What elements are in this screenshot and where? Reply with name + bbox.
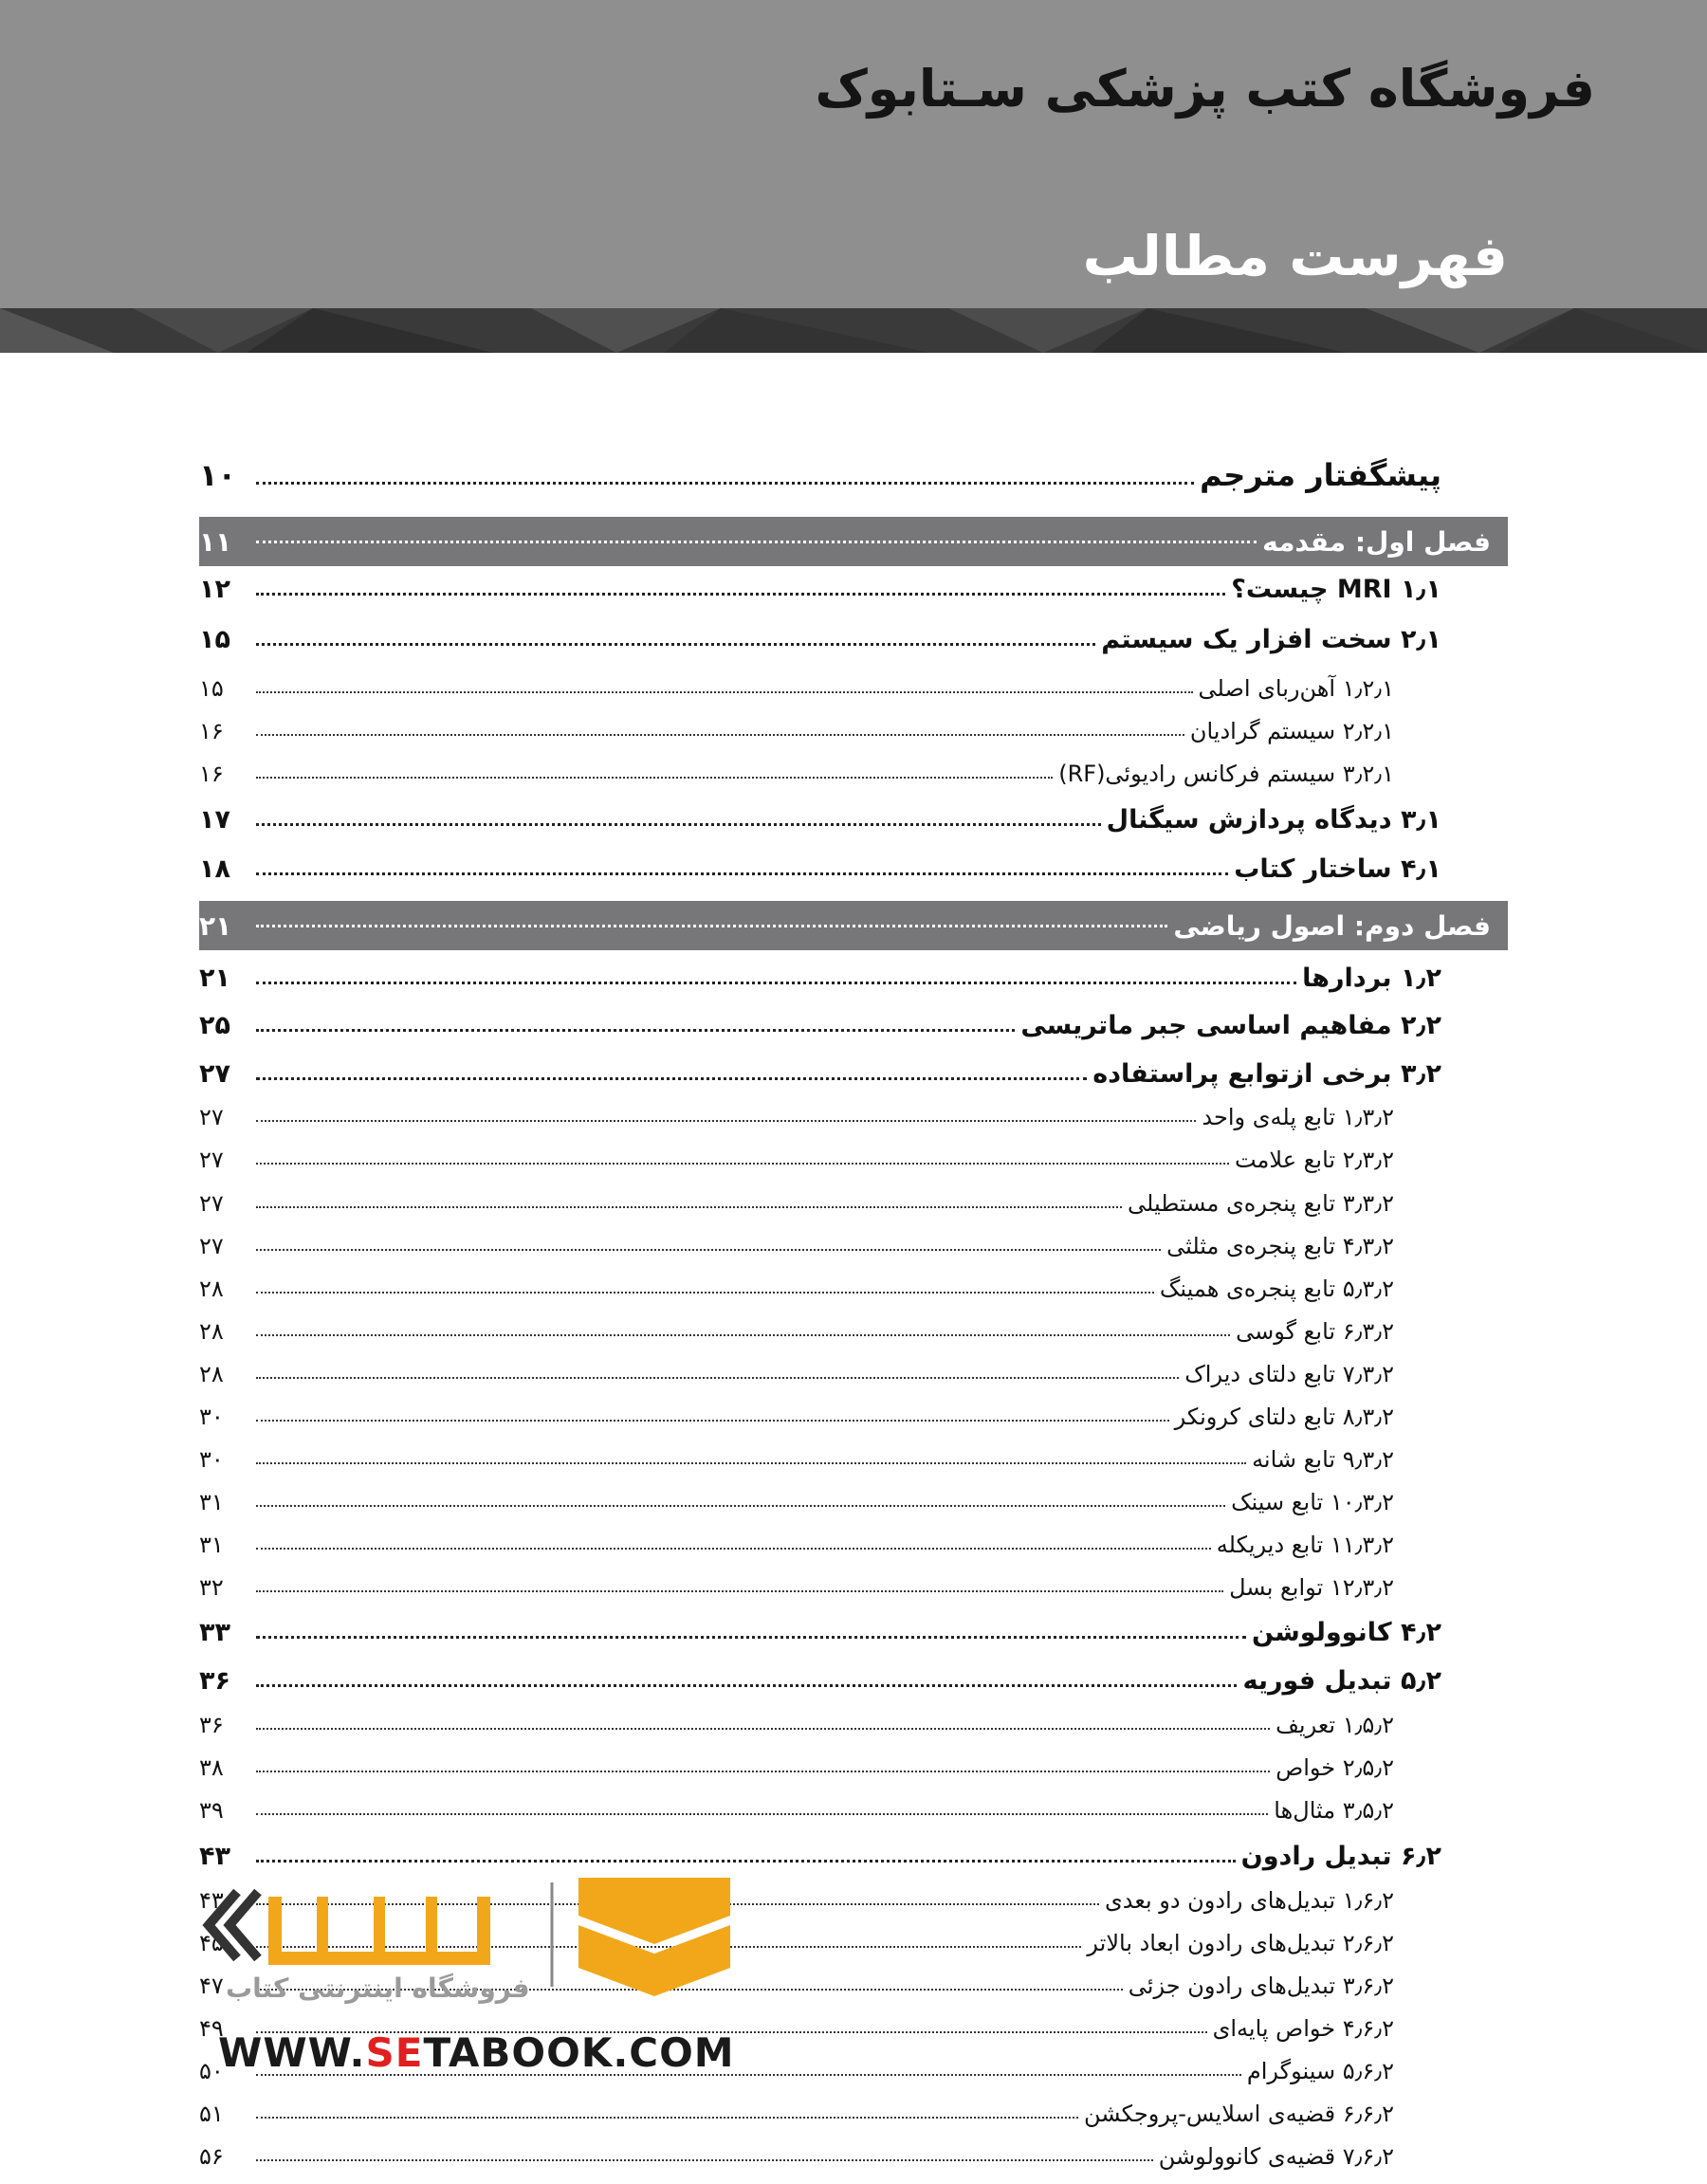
- dot-leader: [256, 924, 1167, 927]
- toc-page-number: ۲۵: [199, 1011, 230, 1040]
- toc-subsection-row[interactable]: [199, 1221, 1508, 1259]
- dot-leader: [256, 1812, 1268, 1815]
- toc-page-number: ۲۷: [199, 1059, 230, 1089]
- toc-page-number: ۱۷: [199, 805, 230, 835]
- dot-leader: [256, 822, 1101, 826]
- dot-leader: [256, 1859, 1236, 1863]
- toc-entry-title: ۲٫۳٫۲ تابع علامت: [1234, 1147, 1394, 1173]
- dot-leader: [256, 1076, 1087, 1080]
- toc-entry-title: ۳٫۱ دیدگاه پردازش سیگنال: [1106, 805, 1441, 835]
- toc-page-number: ۳۱: [199, 1532, 224, 1558]
- toc-subsection-row[interactable]: [199, 2132, 1508, 2170]
- toc-page-number: ۱۱: [199, 525, 232, 558]
- dot-leader: [256, 1589, 1223, 1592]
- toc-section-row[interactable]: [199, 1002, 1508, 1040]
- dot-leader: [256, 1504, 1225, 1507]
- toc-section-row[interactable]: [199, 616, 1508, 654]
- toc-page-number: ۳۰: [199, 1446, 224, 1473]
- dot-leader: [256, 1205, 1122, 1208]
- toc-subsection-row[interactable]: [199, 2089, 1508, 2127]
- dot-leader: [256, 481, 1194, 485]
- toc-page-number: ۳۲: [199, 1574, 224, 1601]
- toc-entry-title: ۸٫۳٫۲ تابع دلتای کرونکر: [1174, 1404, 1394, 1430]
- toc-page-number: ۴۷: [199, 1973, 224, 1999]
- toc-entry-title: ۵٫۶٫۲ سینوگرام: [1246, 2058, 1394, 2084]
- url-prefix: WWW.: [218, 2029, 366, 2076]
- toc-page-number: ۵۱: [199, 2101, 224, 2127]
- toc-section-row[interactable]: [199, 1658, 1508, 1696]
- toc-page-number: ۲۸: [199, 1276, 224, 1302]
- toc-entry-title: ۵٫۲ تبدیل فوریه: [1242, 1666, 1441, 1696]
- toc-page-number: ۳۳: [199, 1618, 230, 1647]
- dot-leader: [256, 1727, 1270, 1730]
- toc-page-number: ۱۰: [199, 457, 237, 493]
- toc-page-number: ۴۹: [199, 2015, 224, 2042]
- dot-leader: [256, 690, 1193, 693]
- toc-entry-title: ۳٫۵٫۲ مثال‌ها: [1274, 1797, 1394, 1824]
- dot-leader: [256, 1461, 1246, 1464]
- toc-subsection-row[interactable]: [199, 1477, 1508, 1515]
- toc-section-row[interactable]: [199, 1609, 1508, 1647]
- toc-entry-title: ۱۲٫۳٫۲ توابع بسل: [1229, 1574, 1394, 1601]
- toc-entry-title: ۷٫۶٫۲ قضیه‌ی کانوولوشن: [1158, 2143, 1394, 2170]
- toc-page-number: ۳۸: [199, 1754, 224, 1781]
- toc-page-number: ۲۸: [199, 1361, 224, 1387]
- dot-leader: [256, 981, 1296, 984]
- toc-entry-title: ۱٫۵٫۲ تعریف: [1276, 1712, 1394, 1738]
- toc-page-number: ۳۱: [199, 1489, 224, 1515]
- toc-page-number: ۱۸: [199, 854, 230, 884]
- toc-entry-title: ۲٫۲٫۱ سیستم گرادیان: [1189, 718, 1394, 744]
- dot-leader: [256, 1291, 1154, 1294]
- toc-section-row[interactable]: [199, 566, 1508, 604]
- toc-section-row[interactable]: [199, 1051, 1508, 1089]
- dot-leader: [256, 1770, 1270, 1772]
- dot-leader: [256, 2158, 1153, 2161]
- toc-page-number: ۲۷: [199, 1233, 224, 1259]
- toc-entry-title: ۲٫۵٫۲ خواص: [1276, 1754, 1394, 1781]
- toc-entry-title: ۱٫۲٫۱ آهن‌ربای اصلی: [1198, 675, 1394, 702]
- toc-subsection-row[interactable]: [199, 1563, 1508, 1601]
- toc-entry-title: ۴٫۶٫۲ خواص پایه‌ای: [1212, 2015, 1394, 2042]
- toc-page-number: ۳۶: [199, 1666, 230, 1696]
- toc-page-number: ۵۰: [199, 2058, 224, 2084]
- toc-entry-title: ۴٫۱ ساختار کتاب: [1234, 854, 1441, 884]
- toc-subsection-row[interactable]: [199, 1307, 1508, 1345]
- toc-entry-title: ۶٫۲ تبدیل رادون: [1240, 1842, 1441, 1871]
- toc-page-number: ۲۱: [199, 964, 230, 993]
- toc-page-number: ۲۱: [199, 909, 232, 942]
- toc-subsection-row[interactable]: [199, 1435, 1508, 1473]
- toc-entry-title: ۳٫۲٫۱ سیستم فرکانس رادیوئی(RF): [1058, 761, 1394, 787]
- toc-front-row[interactable]: [199, 455, 1508, 493]
- toc-entry-title: ۲٫۶٫۲ تبدیل‌های رادون ابعاد بالاتر: [1087, 1930, 1394, 1956]
- toc-page-number: ۲۷: [199, 1104, 224, 1130]
- toc-entry-title: ۳٫۲ برخی ازتوابع پراستفاده: [1092, 1059, 1441, 1089]
- dot-leader: [256, 1162, 1229, 1165]
- watermark-url: [218, 2029, 735, 2076]
- toc-entry-title: ۱٫۲ بردارها: [1302, 964, 1441, 993]
- toc-subsection-row[interactable]: [199, 1264, 1508, 1302]
- store-title: فروشگاه کتب پزشکی سـتابوک: [815, 59, 1595, 119]
- toc-entry-title: ۴٫۳٫۲ تابع پنجره‌ی مثلثی: [1166, 1233, 1394, 1259]
- watermark-subtitle: فروشگاه اینترنتی کتاب: [226, 1973, 530, 2004]
- toc-entry-title: ۱۱٫۳٫۲ تابع دیریکله: [1216, 1532, 1394, 1558]
- toc-entry-title: ۵٫۳٫۲ تابع پنجره‌ی همینگ: [1159, 1276, 1394, 1302]
- dot-leader: [256, 1248, 1161, 1251]
- toc-entry-title: ۷٫۳٫۲ تابع دلتای دیراک: [1184, 1361, 1394, 1387]
- toc-chapter-row[interactable]: [199, 901, 1508, 950]
- dot-leader: [256, 1635, 1246, 1639]
- dot-leader: [256, 1419, 1169, 1422]
- dot-leader: [256, 1547, 1211, 1550]
- toc-entry-title: ۱٫۶٫۲ تبدیل‌های رادون دو بعدی: [1105, 1887, 1394, 1914]
- dot-leader: [256, 1028, 1015, 1032]
- toc-page-number: ۱۲: [199, 575, 230, 604]
- toc-subsection-row[interactable]: [199, 707, 1508, 744]
- toc-page-number: ۱۶: [199, 718, 224, 744]
- toc-chapter-row[interactable]: [199, 517, 1508, 566]
- toc-subsection-row[interactable]: [199, 1135, 1508, 1173]
- toc-entry-title: ۲٫۲ مفاهیم اساسی جبر ماتریسی: [1020, 1011, 1441, 1040]
- toc-entry-title: فصل اول: مقدمه: [1262, 525, 1491, 558]
- dot-leader: [256, 592, 1225, 596]
- toc-page-number: ۱۶: [199, 761, 224, 787]
- dot-leader: [256, 540, 1257, 543]
- toc-subsection-row[interactable]: [199, 664, 1508, 702]
- toc-entry-title: ۳٫۶٫۲ تبدیل‌های رادون جزئی: [1128, 1973, 1394, 1999]
- toc-entry-title: ۶٫۳٫۲ تابع گوسی: [1236, 1318, 1394, 1345]
- toc-section-row[interactable]: [199, 1833, 1508, 1871]
- dot-leader: [256, 2116, 1078, 2119]
- toc-entry-title: ۳٫۳٫۲ تابع پنجره‌ی مستطیلی: [1128, 1190, 1394, 1217]
- toc-entry-title: ۱۰٫۳٫۲ تابع سینک: [1231, 1489, 1394, 1515]
- url-accent: SE: [365, 2029, 424, 2076]
- dot-leader: [256, 642, 1095, 646]
- dot-leader: [256, 733, 1184, 736]
- toc-entry-title: ۱٫۳٫۲ تابع پله‌ی واحد: [1202, 1104, 1394, 1130]
- toc-subsection-row[interactable]: [199, 1700, 1508, 1738]
- toc-subsection-row[interactable]: [199, 1520, 1508, 1558]
- toc-page-number: ۳۰: [199, 1404, 224, 1430]
- toc-subsection-row[interactable]: [199, 1179, 1508, 1217]
- toc-section-row[interactable]: [199, 846, 1508, 884]
- toc-page-number: ۲۷: [199, 1190, 224, 1217]
- dot-leader: [256, 776, 1053, 779]
- toc-entry-title: ۹٫۳٫۲ تابع شانه: [1252, 1446, 1394, 1473]
- toc-page-number: ۵۶: [199, 2143, 224, 2170]
- toc-subsection-row[interactable]: [199, 1786, 1508, 1824]
- toc-section-row[interactable]: [199, 955, 1508, 993]
- dot-leader: [256, 1683, 1237, 1687]
- page-header: [0, 0, 1707, 353]
- toc-subsection-row[interactable]: [199, 1349, 1508, 1387]
- toc-page-number: ۲۸: [199, 1318, 224, 1345]
- toc-section-row[interactable]: [199, 797, 1508, 835]
- toc-subsection-row[interactable]: [199, 1743, 1508, 1781]
- dot-leader: [256, 1333, 1230, 1336]
- toc-subsection-row[interactable]: [199, 1092, 1508, 1130]
- toc-entry-title: ۴٫۲ کانوولوشن: [1251, 1618, 1441, 1647]
- dot-leader: [256, 1376, 1179, 1379]
- toc-page-number: ۳۶: [199, 1712, 224, 1738]
- toc-entry-title: ۲٫۱ سخت افزار یک سیستم: [1101, 625, 1441, 654]
- toc-page-number: ۴۵: [199, 1930, 224, 1956]
- toc-subsection-row[interactable]: [199, 1392, 1508, 1430]
- toc-subsection-row[interactable]: [199, 749, 1508, 787]
- toc-page-number: ۱۵: [199, 625, 230, 654]
- toc-entry-title: ۱٫۱ MRI چیست؟: [1231, 575, 1441, 604]
- toc-page-number: ۳۹: [199, 1797, 224, 1824]
- dot-leader: [256, 1119, 1196, 1122]
- toc-entry-title: فصل دوم: اصول ریاضی: [1173, 909, 1491, 942]
- toc-page-number: ۴۳: [199, 1887, 224, 1914]
- toc-heading: فهرست مطالب: [1082, 224, 1508, 288]
- header-decor-band: [0, 308, 1707, 353]
- toc-entry-title: ۶٫۶٫۲ قضیه‌ی اسلایس-پروجکشن: [1083, 2101, 1394, 2127]
- toc-page-number: ۲۷: [199, 1147, 224, 1173]
- toc-page-number: ۱۵: [199, 675, 224, 702]
- url-suffix: TABOOK.COM: [423, 2029, 735, 2076]
- toc-entry-title: پیشگفتار مترجم: [1200, 457, 1441, 493]
- dot-leader: [256, 872, 1228, 875]
- toc-page-number: ۴۳: [199, 1842, 230, 1871]
